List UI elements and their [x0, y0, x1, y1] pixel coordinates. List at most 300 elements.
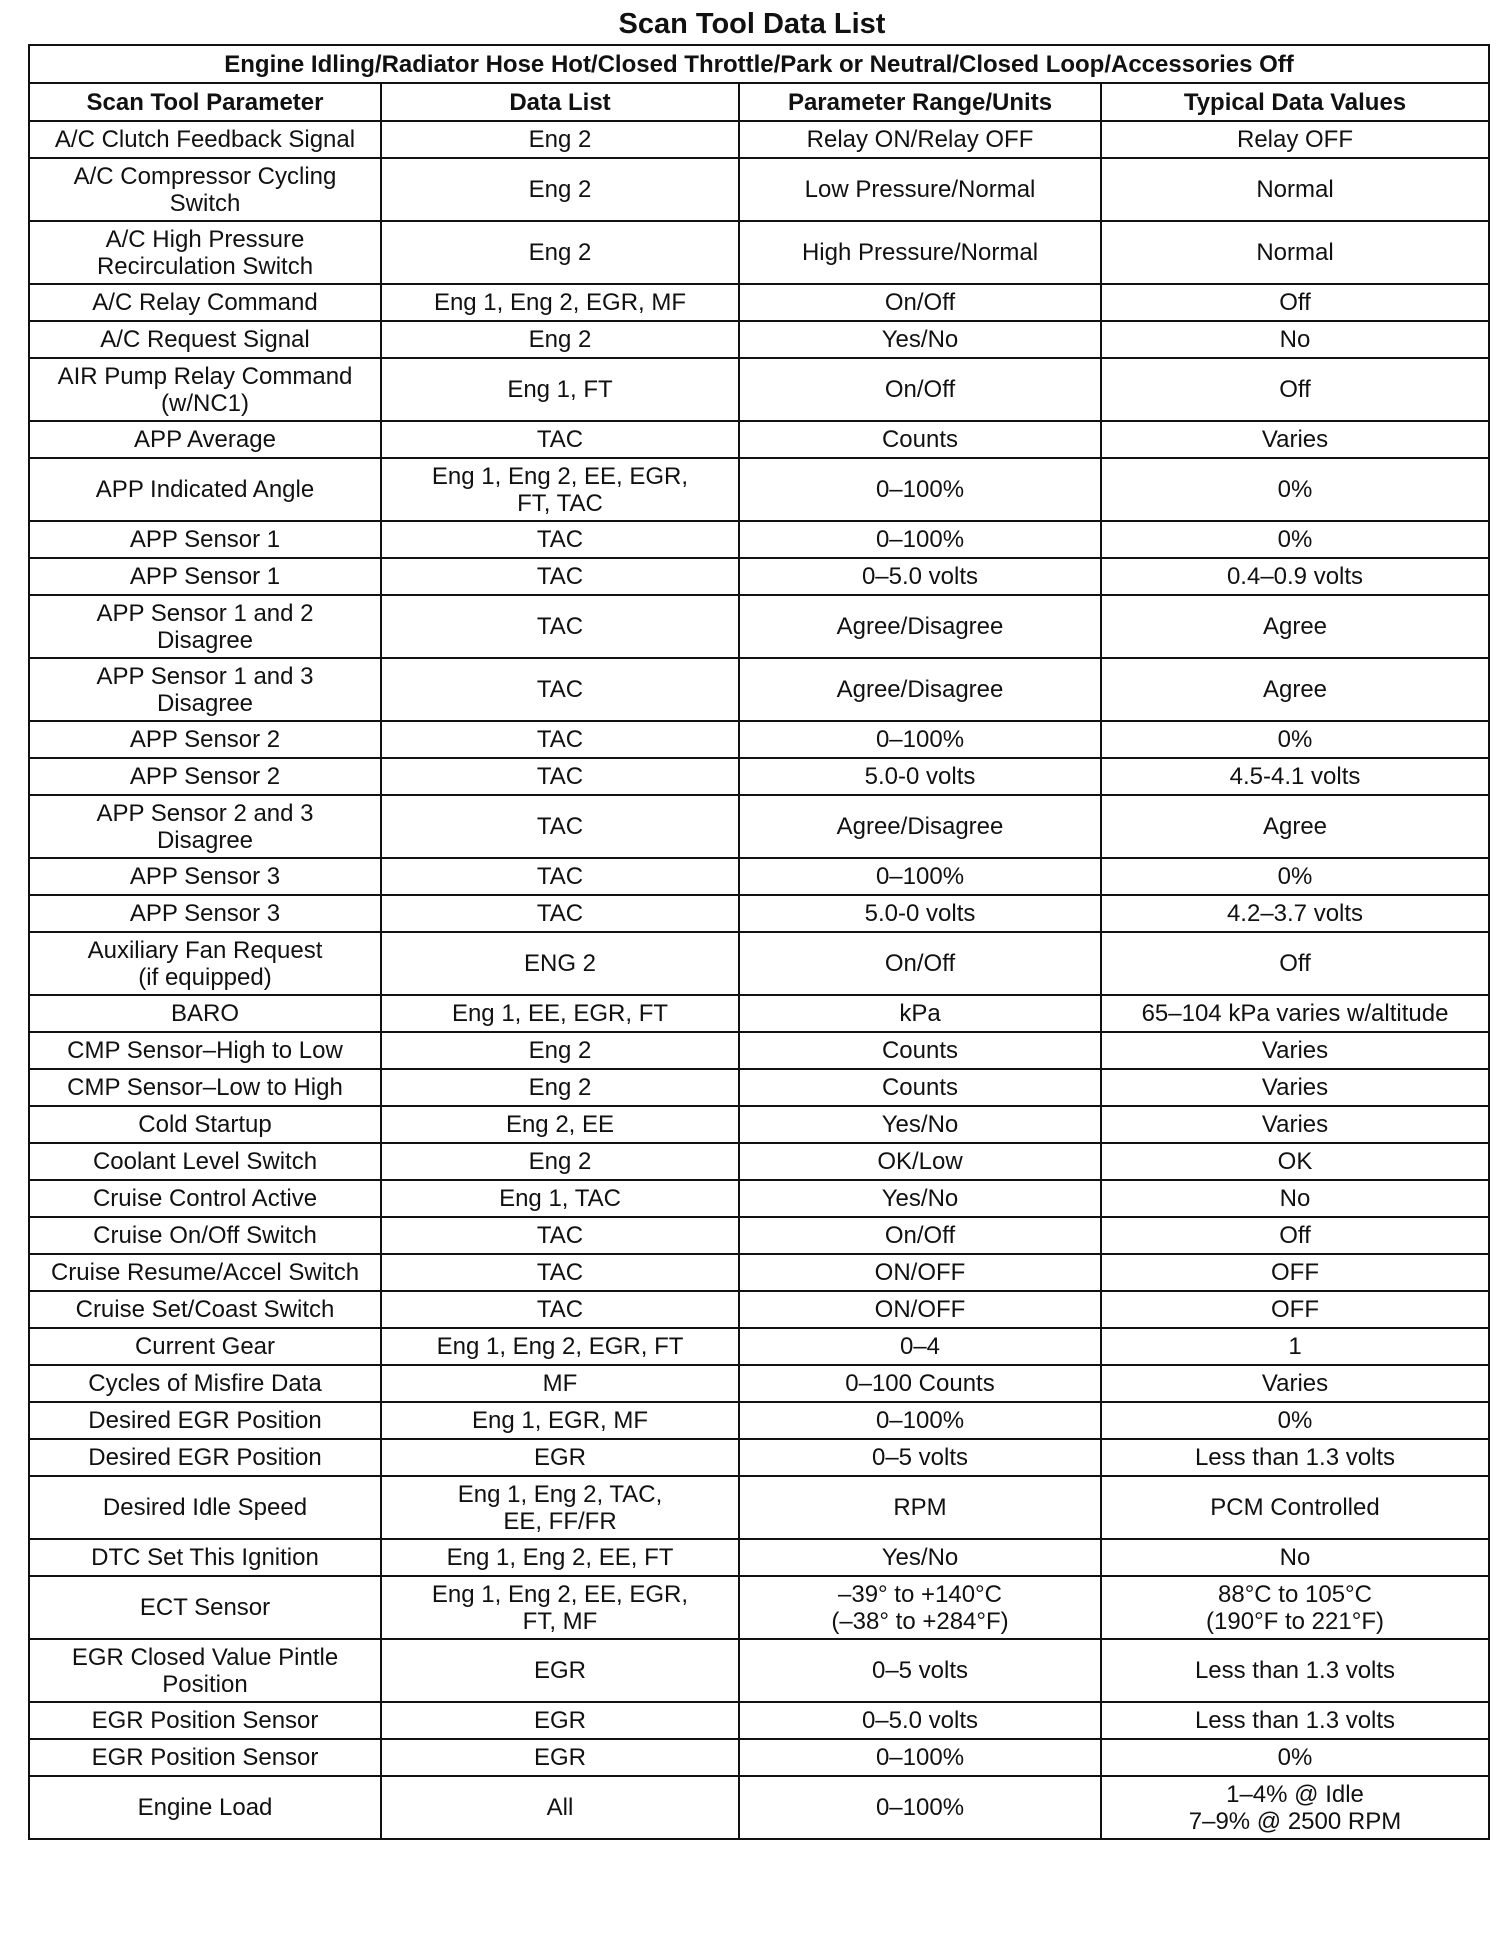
parameter-cell — [29, 1576, 381, 1639]
data-list-cell — [381, 1328, 739, 1365]
typical-value-cell — [1101, 1639, 1489, 1702]
parameter-cell — [29, 1402, 381, 1439]
test-conditions: Engine Idling/Radiator Hose Hot/Closed Throttle/Park or Neutral/Closed Loop/Accessories Off — [29, 45, 1489, 83]
data-list-cell — [381, 758, 739, 795]
cell-text-line: APP Sensor 1 and 3 — [96, 662, 314, 690]
table-row — [29, 658, 1489, 721]
cell-text-line: APP Sensor 3 — [129, 900, 281, 927]
parameter-cell — [29, 595, 381, 658]
cell-text-line: Desired EGR Position — [88, 1444, 322, 1471]
data-list-cell — [381, 595, 739, 658]
cell-text-line: ECT Sensor — [139, 1594, 271, 1621]
data-list-cell — [381, 121, 739, 158]
cell-text-line: Normal — [1256, 176, 1334, 203]
cell-text-line: A/C Compressor Cycling — [73, 162, 337, 190]
table-row — [29, 1143, 1489, 1180]
cell-text-line: TAC — [536, 1222, 584, 1249]
cell-text-line: 0–5.0 volts — [861, 1707, 979, 1734]
table-body — [29, 121, 1489, 1839]
cell-text-line: 5.0-0 volts — [864, 763, 976, 790]
typical-value-cell — [1101, 1143, 1489, 1180]
typical-value-cell — [1101, 1291, 1489, 1328]
cell-text-line: Eng 1, Eng 2, EE, FT — [446, 1544, 674, 1571]
cell-text-line: Counts — [881, 426, 959, 453]
cell-text-line: APP Sensor 2 — [129, 763, 281, 790]
cell-text-line: ON/OFF — [874, 1296, 966, 1323]
parameter-cell — [29, 221, 381, 284]
cell-text-line: Off — [1279, 376, 1311, 403]
data-list-cell — [381, 858, 739, 895]
typical-value-cell — [1101, 595, 1489, 658]
typical-value-cell — [1101, 932, 1489, 995]
cell-text-line: Yes/No — [881, 1185, 959, 1212]
cell-text-line: OK — [1277, 1148, 1313, 1175]
data-list-cell — [381, 521, 739, 558]
cell-text-line: Eng 1, EGR, MF — [471, 1407, 649, 1434]
cell-text-line: Off — [1279, 950, 1311, 977]
parameter-cell — [29, 1365, 381, 1402]
cell-text-line: APP Sensor 1 — [129, 563, 281, 590]
table-row — [29, 1365, 1489, 1402]
typical-value-cell — [1101, 1702, 1489, 1739]
cell-text-line: No — [1279, 1185, 1311, 1212]
table-row — [29, 1739, 1489, 1776]
typical-value-cell — [1101, 1776, 1489, 1839]
cell-text-line: APP Indicated Angle — [95, 476, 315, 503]
data-list-cell — [381, 1254, 739, 1291]
table-row — [29, 1402, 1489, 1439]
column-header-parameter: Scan Tool Parameter — [29, 83, 381, 121]
cell-text-line: Less than 1.3 volts — [1194, 1707, 1396, 1734]
range-units-cell — [739, 1143, 1101, 1180]
cell-text-line: RPM — [893, 1494, 947, 1521]
typical-value-cell — [1101, 1539, 1489, 1576]
typical-value-cell — [1101, 1032, 1489, 1069]
cell-text-line: Counts — [881, 1074, 959, 1101]
cell-text-line: Eng 2, EE — [505, 1111, 615, 1138]
range-units-cell — [739, 358, 1101, 421]
cell-text-line: (w/NC1) — [161, 389, 249, 417]
cell-text-line: 0–5 volts — [871, 1444, 969, 1471]
cell-text-line: Varies — [1261, 1074, 1329, 1101]
cell-text-line: Eng 1, Eng 2, EGR, FT — [436, 1333, 684, 1360]
typical-value-cell — [1101, 558, 1489, 595]
cell-text-line: Varies — [1261, 1111, 1329, 1138]
parameter-cell — [29, 284, 381, 321]
cell-text-line: On/Off — [884, 950, 956, 977]
table-row — [29, 795, 1489, 858]
range-units-cell — [739, 558, 1101, 595]
cell-text-line: 65–104 kPa varies w/altitude — [1141, 1000, 1449, 1027]
cell-text-line: Position — [162, 1670, 248, 1698]
table-row — [29, 221, 1489, 284]
range-units-cell — [739, 221, 1101, 284]
data-list-cell — [381, 1702, 739, 1739]
table-row — [29, 1106, 1489, 1143]
cell-text-line: Relay OFF — [1236, 126, 1353, 153]
parameter-cell — [29, 895, 381, 932]
parameter-cell — [29, 932, 381, 995]
table-row — [29, 1639, 1489, 1702]
cell-text-line: Off — [1279, 289, 1311, 316]
typical-value-cell — [1101, 895, 1489, 932]
table-row — [29, 358, 1489, 421]
cell-text-line: Eng 1, FT — [507, 376, 613, 403]
table-row — [29, 1776, 1489, 1839]
parameter-cell — [29, 158, 381, 221]
cell-text-line: 0–5 volts — [871, 1657, 969, 1684]
cell-text-line: Desired Idle Speed — [102, 1494, 308, 1521]
cell-text-line: Relay ON/Relay OFF — [806, 126, 1034, 153]
cell-text-line: 0–100% — [875, 526, 965, 553]
table-row — [29, 1291, 1489, 1328]
cell-text-line: Recirculation Switch — [96, 252, 314, 280]
data-list-cell — [381, 1439, 739, 1476]
range-units-cell — [739, 1291, 1101, 1328]
data-list-cell — [381, 895, 739, 932]
typical-value-cell — [1101, 1576, 1489, 1639]
table-row — [29, 895, 1489, 932]
data-list-cell — [381, 1639, 739, 1702]
cell-text-line: A/C Request Signal — [100, 326, 310, 353]
typical-value-cell — [1101, 1328, 1489, 1365]
cell-text-line: Agree — [1262, 813, 1328, 840]
parameter-cell — [29, 858, 381, 895]
parameter-cell — [29, 1328, 381, 1365]
cell-text-line: AIR Pump Relay Command — [57, 362, 353, 390]
cell-text-line: EGR — [533, 1744, 586, 1771]
parameter-cell — [29, 121, 381, 158]
typical-value-cell — [1101, 121, 1489, 158]
cell-text-line: 0–100 Counts — [845, 1370, 995, 1397]
cell-text-line: TAC — [536, 1259, 584, 1286]
cell-text-line: OK/Low — [877, 1148, 963, 1175]
range-units-cell — [739, 421, 1101, 458]
range-units-cell — [739, 1032, 1101, 1069]
cell-text-line: 0% — [1277, 1744, 1313, 1771]
data-list-cell — [381, 1476, 739, 1539]
cell-text-line: TAC — [536, 1296, 584, 1323]
cell-text-line: OFF — [1271, 1296, 1319, 1323]
typical-value-cell — [1101, 758, 1489, 795]
range-units-cell — [739, 995, 1101, 1032]
table-row — [29, 1576, 1489, 1639]
cell-text-line: 0% — [1277, 1407, 1313, 1434]
cell-text-line: Normal — [1256, 239, 1334, 266]
cell-text-line: Switch — [169, 189, 241, 217]
cell-text-line: Varies — [1261, 426, 1329, 453]
parameter-cell — [29, 658, 381, 721]
data-list-cell — [381, 1365, 739, 1402]
data-list-cell — [381, 158, 739, 221]
cell-text-line: 0% — [1277, 863, 1313, 890]
data-list-cell — [381, 795, 739, 858]
cell-text-line: ON/OFF — [874, 1259, 966, 1286]
cell-text-line: ENG 2 — [523, 950, 597, 977]
cell-text-line: Eng 1, Eng 2, EE, EGR, — [431, 1580, 689, 1608]
cell-text-line: Agree — [1262, 613, 1328, 640]
data-list-cell — [381, 1069, 739, 1106]
data-list-cell — [381, 1180, 739, 1217]
parameter-cell — [29, 521, 381, 558]
cell-text-line: EGR — [533, 1657, 586, 1684]
table-row — [29, 995, 1489, 1032]
cell-text-line: 0–5.0 volts — [861, 563, 979, 590]
cell-text-line: Eng 2 — [528, 1148, 592, 1175]
typical-value-cell — [1101, 995, 1489, 1032]
range-units-cell — [739, 1180, 1101, 1217]
parameter-cell — [29, 421, 381, 458]
cell-text-line: 0–100% — [875, 1744, 965, 1771]
table-row — [29, 158, 1489, 221]
cell-text-line: Yes/No — [881, 1111, 959, 1138]
parameter-cell — [29, 1217, 381, 1254]
conditions-row — [29, 45, 1489, 83]
parameter-cell — [29, 1776, 381, 1839]
typical-value-cell — [1101, 421, 1489, 458]
cell-text-line: CMP Sensor–High to Low — [67, 1037, 343, 1064]
cell-text-line: Eng 1, Eng 2, TAC, — [457, 1480, 663, 1508]
typical-value-cell — [1101, 321, 1489, 358]
parameter-cell — [29, 758, 381, 795]
range-units-cell — [739, 758, 1101, 795]
cell-text-line: Less than 1.3 volts — [1194, 1657, 1396, 1684]
table-row — [29, 1217, 1489, 1254]
typical-value-cell — [1101, 284, 1489, 321]
typical-value-cell — [1101, 158, 1489, 221]
table-row — [29, 1069, 1489, 1106]
cell-text-line: 0% — [1277, 726, 1313, 753]
cell-text-line: TAC — [536, 726, 584, 753]
parameter-cell — [29, 1180, 381, 1217]
cell-text-line: TAC — [536, 676, 584, 703]
cell-text-line: TAC — [536, 613, 584, 640]
cell-text-line: TAC — [536, 426, 584, 453]
cell-text-line: Disagree — [156, 826, 254, 854]
typical-value-cell — [1101, 858, 1489, 895]
range-units-cell — [739, 121, 1101, 158]
range-units-cell — [739, 1217, 1101, 1254]
cell-text-line: Disagree — [156, 626, 254, 654]
cell-text-line: Low Pressure/Normal — [804, 176, 1036, 203]
parameter-cell — [29, 721, 381, 758]
cell-text-line: PCM Controlled — [1210, 1494, 1380, 1521]
parameter-cell — [29, 795, 381, 858]
range-units-cell — [739, 1702, 1101, 1739]
table-row — [29, 121, 1489, 158]
range-units-cell — [739, 795, 1101, 858]
column-header-range-units: Parameter Range/Units — [739, 83, 1101, 121]
parameter-cell — [29, 1254, 381, 1291]
cell-text-line: APP Sensor 1 and 2 — [96, 599, 314, 627]
cell-text-line: EGR Closed Value Pintle — [71, 1643, 339, 1671]
typical-value-cell — [1101, 1106, 1489, 1143]
table-row — [29, 858, 1489, 895]
cell-text-line: High Pressure/Normal — [801, 239, 1039, 266]
cell-text-line: Desired EGR Position — [88, 1407, 322, 1434]
range-units-cell — [739, 895, 1101, 932]
data-list-cell — [381, 358, 739, 421]
range-units-cell — [739, 284, 1101, 321]
data-list-cell — [381, 1217, 739, 1254]
cell-text-line: Off — [1279, 1222, 1311, 1249]
table-row — [29, 1476, 1489, 1539]
table-row — [29, 758, 1489, 795]
cell-text-line: EGR — [533, 1707, 586, 1734]
cell-text-line: Auxiliary Fan Request — [87, 936, 323, 964]
table-row — [29, 321, 1489, 358]
cell-text-line: Eng 1, EE, EGR, FT — [451, 1000, 669, 1027]
cell-text-line: Cold Startup — [138, 1111, 272, 1138]
cell-text-line: A/C Clutch Feedback Signal — [54, 126, 356, 153]
typical-value-cell — [1101, 221, 1489, 284]
cell-text-line: A/C High Pressure — [105, 225, 305, 253]
page-title: Scan Tool Data List — [618, 8, 886, 40]
cell-text-line: On/Off — [884, 1222, 956, 1249]
cell-text-line: Yes/No — [881, 1544, 959, 1571]
typical-value-cell — [1101, 658, 1489, 721]
range-units-cell — [739, 1402, 1101, 1439]
cell-text-line: FT, MF — [522, 1607, 598, 1635]
typical-value-cell — [1101, 721, 1489, 758]
data-list-cell — [381, 1291, 739, 1328]
cell-text-line: Cycles of Misfire Data — [88, 1370, 322, 1397]
range-units-cell — [739, 1106, 1101, 1143]
data-list-cell — [381, 1032, 739, 1069]
table-row — [29, 1254, 1489, 1291]
cell-text-line: 5.0-0 volts — [864, 900, 976, 927]
cell-text-line: 0.4–0.9 volts — [1226, 563, 1364, 590]
data-list-cell — [381, 658, 739, 721]
cell-text-line: TAC — [536, 526, 584, 553]
parameter-cell — [29, 321, 381, 358]
range-units-cell — [739, 521, 1101, 558]
data-list-cell — [381, 221, 739, 284]
cell-text-line: 0–100% — [875, 1407, 965, 1434]
cell-text-line: Agree — [1262, 676, 1328, 703]
table-row — [29, 558, 1489, 595]
cell-text-line: (if equipped) — [138, 963, 272, 991]
scan-tool-data-table — [28, 44, 1490, 1840]
cell-text-line: Eng 1, TAC — [499, 1185, 621, 1212]
cell-text-line: On/Off — [884, 376, 956, 403]
cell-text-line: Varies — [1261, 1037, 1329, 1064]
cell-text-line: All — [546, 1794, 574, 1821]
cell-text-line: BARO — [170, 1000, 239, 1027]
cell-text-line: DTC Set This Ignition — [91, 1544, 319, 1571]
data-list-cell — [381, 932, 739, 995]
cell-text-line: Coolant Level Switch — [92, 1148, 318, 1175]
typical-value-cell — [1101, 521, 1489, 558]
cell-text-line: 1–4% @ Idle — [1226, 1780, 1364, 1808]
range-units-cell — [739, 1476, 1101, 1539]
typical-value-cell — [1101, 795, 1489, 858]
cell-text-line: (–38° to +284°F) — [831, 1607, 1009, 1635]
cell-text-line: TAC — [536, 813, 584, 840]
typical-value-cell — [1101, 1254, 1489, 1291]
cell-text-line: Yes/No — [881, 326, 959, 353]
cell-text-line: APP Sensor 2 — [129, 726, 281, 753]
cell-text-line: TAC — [536, 763, 584, 790]
typical-value-cell — [1101, 1476, 1489, 1539]
cell-text-line: Counts — [881, 1037, 959, 1064]
range-units-cell — [739, 458, 1101, 521]
typical-value-cell — [1101, 358, 1489, 421]
cell-text-line: OFF — [1271, 1259, 1319, 1286]
cell-text-line: FT, TAC — [517, 489, 603, 517]
typical-value-cell — [1101, 1180, 1489, 1217]
data-list-cell — [381, 995, 739, 1032]
cell-text-line: 0–100% — [875, 726, 965, 753]
cell-text-line: EGR Position Sensor — [91, 1707, 319, 1734]
data-list-cell — [381, 1143, 739, 1180]
range-units-cell — [739, 158, 1101, 221]
cell-text-line: EGR Position Sensor — [91, 1744, 319, 1771]
typical-value-cell — [1101, 1402, 1489, 1439]
cell-text-line: APP Sensor 1 — [129, 526, 281, 553]
parameter-cell — [29, 1539, 381, 1576]
parameter-cell — [29, 1106, 381, 1143]
range-units-cell — [739, 1069, 1101, 1106]
range-units-cell — [739, 1539, 1101, 1576]
typical-value-cell — [1101, 1069, 1489, 1106]
cell-text-line: TAC — [536, 900, 584, 927]
table-row — [29, 284, 1489, 321]
range-units-cell — [739, 1776, 1101, 1839]
range-units-cell — [739, 1328, 1101, 1365]
cell-text-line: 4.5-4.1 volts — [1229, 763, 1361, 790]
cell-text-line: 0–100% — [875, 1794, 965, 1821]
data-list-cell — [381, 321, 739, 358]
cell-text-line: Agree/Disagree — [836, 813, 1004, 840]
typical-value-cell — [1101, 1217, 1489, 1254]
parameter-cell — [29, 1439, 381, 1476]
range-units-cell — [739, 658, 1101, 721]
column-header-data-list: Data List — [381, 83, 739, 121]
table-row — [29, 721, 1489, 758]
range-units-cell — [739, 1254, 1101, 1291]
cell-text-line: Eng 2 — [528, 326, 592, 353]
cell-text-line: MF — [542, 1370, 578, 1397]
parameter-cell — [29, 1702, 381, 1739]
range-units-cell — [739, 1576, 1101, 1639]
cell-text-line: 0–100% — [875, 863, 965, 890]
data-list-cell — [381, 421, 739, 458]
cell-text-line: Eng 1, Eng 2, EE, EGR, — [431, 462, 689, 490]
typical-value-cell — [1101, 458, 1489, 521]
data-list-cell — [381, 458, 739, 521]
table-row — [29, 1539, 1489, 1576]
cell-text-line: 0% — [1277, 476, 1313, 503]
table-row — [29, 1702, 1489, 1739]
cell-text-line: Eng 2 — [528, 126, 592, 153]
range-units-cell — [739, 1639, 1101, 1702]
range-units-cell — [739, 321, 1101, 358]
range-units-cell — [739, 595, 1101, 658]
data-list-cell — [381, 1106, 739, 1143]
column-header-typical-values: Typical Data Values — [1101, 83, 1489, 121]
cell-text-line: EE, FF/FR — [503, 1507, 617, 1535]
data-list-cell — [381, 1776, 739, 1839]
cell-text-line: Eng 1, Eng 2, EGR, MF — [433, 289, 687, 316]
data-list-cell — [381, 1576, 739, 1639]
cell-text-line: EGR — [533, 1444, 586, 1471]
table-row — [29, 1032, 1489, 1069]
cell-text-line: 0–100% — [875, 476, 965, 503]
cell-text-line: Current Gear — [134, 1333, 276, 1360]
table-row — [29, 421, 1489, 458]
parameter-cell — [29, 558, 381, 595]
